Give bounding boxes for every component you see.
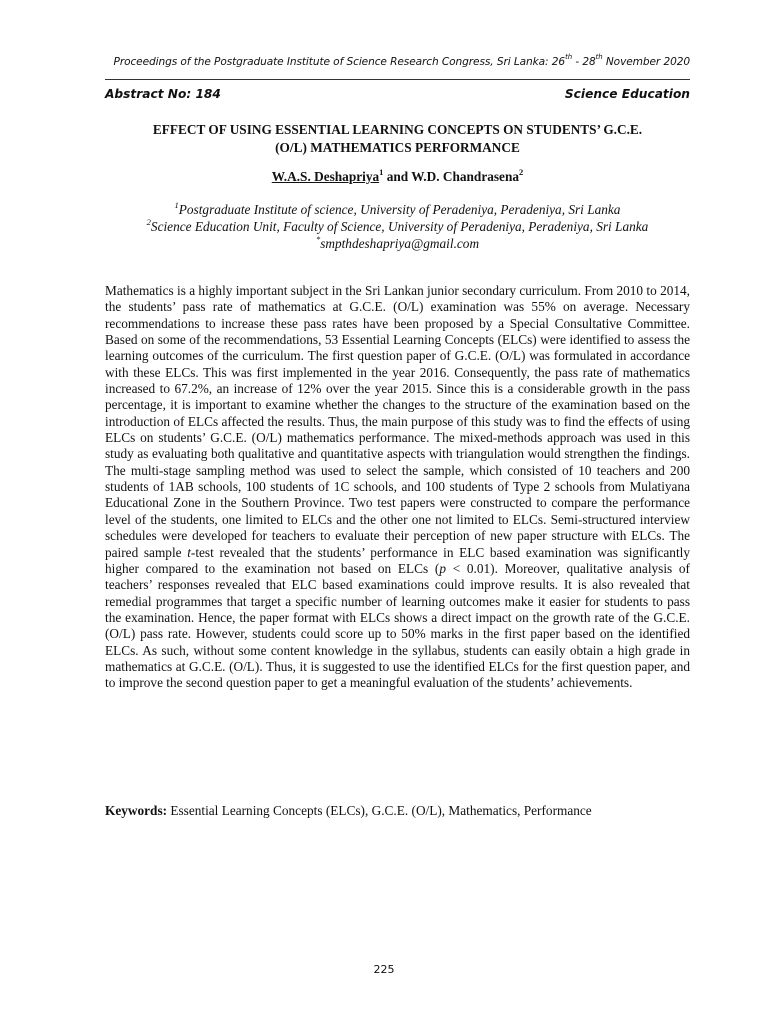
affiliation-2 xyxy=(105,218,690,235)
abstract-body xyxy=(105,283,690,692)
keywords-text: Essential Learning Concepts (ELCs), G.C.E. (O/L), Mathematics, Performance xyxy=(167,803,592,818)
abstract-text-part-3: < 0.01). Moreover, qualitative analysis of teachers’ responses revealed that ELC based examinations could improve results. It is also revealed that remedial programmes that target a specific number of learning outcomes make it easier for students to pass the examination. Hence, the paper format with ELCs shows a direct impact on the growth rate of the G.C.E. (O/L) pass rate. However, students could score up to 50% marks in the first paper based on the identified ELCs. As such, without some content knowledge in the syllabus, students can easily obtain a high grade in mathematics at G.C.E. (O/L). Thus, it is suggested to use the identified ELCs for the first question paper, and to improve the second question paper to get a meaningful evaluation of the students’ achievements. xyxy=(105,560,690,691)
running-header xyxy=(105,53,690,68)
author-joiner: and xyxy=(383,169,412,184)
abstract-text-part-2: -test revealed that the students’ performance in ELC based examination was significantly higher compared to the examination not based on ELCs ( xyxy=(105,544,690,576)
running-header-tail: November 2020 xyxy=(602,56,690,68)
affiliation-2-text: Science Education Unit, Faculty of Science, University of Peradeniya, Peradeniya, Sri Lanka xyxy=(150,219,649,234)
running-header-sup-2: th xyxy=(595,53,603,62)
running-header-text: Proceedings of the Postgraduate Institute of Science Research Congress, Sri Lanka: 26 xyxy=(113,56,566,68)
author-2-affil-mark: 2 xyxy=(519,166,524,177)
abstract-text-part-1: Mathematics is a highly important subject in the Sri Lankan junior secondary curriculum. From 2010 to 2014, the students’ pass rate of mathematics at G.C.E. (O/L) examination was 55% on average. Necessary recommendations to increase these pass rates have been proposed by a Special Consultative Committee. Based on some of the recommendations, 53 Essential Learning Concepts (ELCs) were identified to assess the learning outcomes of the curriculum. The first question paper of G.C.E. (O/L) was formulated in accordance with these ELCs. This was first implemented in the year 2016. Consequently, the pass rate of mathematics increased to 67.2%, an increase of 12% over the year 2015. Since this is a considerable growth in the pass percentage, it is important to examine whether the changes to the structure of the examination based on the introduction of ELCs affected the results. Thus, the main purpose of this study was to find the effects of using ELCs on students’ G.C.E. (O/L) mathematics performance. The mixed-methods approach was used in this study as evaluating both qualitative and quantitative aspects with triangulation would strengthen the findings. The multi-stage sampling method was used to select the sample, which consisted of 10 teachers and 200 students of 1AB schools, 100 students of 1C schools, and 100 students of Type 2 schools from Mulatiyana Educational Zone in the Southern Province. Two test papers were constructed to compare the performance level of the students, one limited to ELCs and the other one not limited to ELCs. Semi-structured interview schedules were developed for teachers to evaluate their perception of new paper structure with ELCs. The paired sample xyxy=(105,283,690,560)
corresponding-mark: * xyxy=(315,233,321,244)
affiliations xyxy=(105,201,690,252)
email-text: smpthdeshapriya@gmail.com xyxy=(320,236,480,251)
abstract-number: Abstract No: 184 xyxy=(105,87,221,101)
author-list xyxy=(105,166,690,185)
t-test-symbol: t xyxy=(187,544,191,560)
affiliation-1 xyxy=(105,201,690,218)
affiliation-1-mark: 1 xyxy=(174,199,179,210)
author-1-name: W.A.S. Deshapriya xyxy=(271,169,380,184)
author-2-name: W.D. Chandrasena xyxy=(411,169,519,184)
running-header-mid: - 28 xyxy=(572,56,596,68)
paper-title xyxy=(105,121,690,157)
section-name: Science Education xyxy=(564,87,690,101)
abstract-meta-row xyxy=(105,87,690,101)
running-header-sup-1: th xyxy=(565,53,573,62)
keywords xyxy=(105,803,690,819)
corresponding-email xyxy=(105,235,690,252)
title-line-2: (O/L) MATHEMATICS PERFORMANCE xyxy=(275,140,520,155)
page-number: 225 xyxy=(373,963,395,976)
affiliation-1-text: Postgraduate Institute of science, University of Peradeniya, Peradeniya, Sri Lanka xyxy=(178,202,621,217)
header-rule xyxy=(105,79,690,80)
keywords-label: Keywords: xyxy=(105,803,168,818)
affiliation-2-mark: 2 xyxy=(146,216,151,227)
p-value-symbol: p xyxy=(439,560,446,576)
title-line-1: EFFECT OF USING ESSENTIAL LEARNING CONCEPTS ON STUDENTS’ G.C.E. xyxy=(152,122,643,137)
author-1-affil-mark: 1 xyxy=(379,166,384,177)
